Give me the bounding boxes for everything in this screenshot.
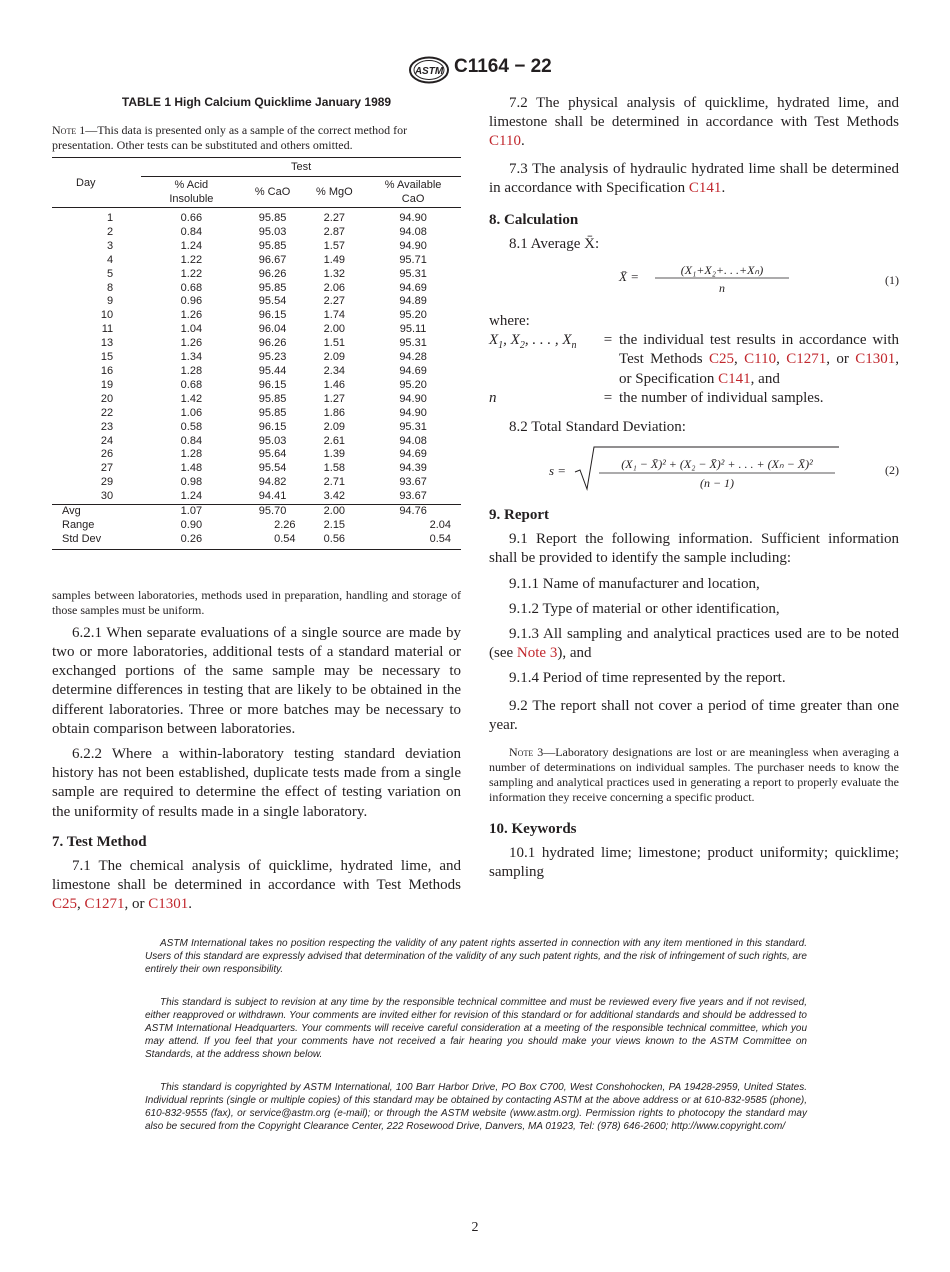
table-cell: 95.03: [258, 225, 287, 238]
table-cell: 94.39: [399, 462, 427, 475]
table-cell: 95.54: [258, 462, 287, 475]
link-c141-where[interactable]: C141: [718, 370, 751, 387]
table-cell: 94.82: [258, 476, 287, 489]
table-row: [52, 268, 461, 282]
table-cell: 1.06: [180, 406, 203, 419]
table-cell: 0.58: [180, 420, 203, 433]
table-cell: 2.34: [323, 364, 346, 377]
cell-day: 15: [100, 351, 114, 364]
para-9-1: 9.1 Report the following information. Sufficient information shall be provided to identify the sample including:: [489, 531, 899, 567]
table-cell: 95.85: [258, 406, 287, 419]
table-cell: 2.71: [323, 476, 346, 489]
table-cell: 94.90: [399, 392, 427, 405]
table-title: TABLE 1 High Calcium Quicklime January 1989: [121, 95, 392, 109]
table-cell: 2.26: [274, 518, 296, 531]
table-cell: 1.42: [180, 392, 203, 405]
table-row: [52, 254, 461, 268]
table-cell: 94.69: [399, 364, 427, 377]
table-cell: 0.98: [180, 476, 203, 489]
where-x-equals: =: [603, 332, 613, 349]
where-n-term: n: [489, 389, 497, 406]
table-cell: 96.26: [258, 267, 287, 280]
table-row: [52, 323, 461, 337]
table-cell: 95.85: [258, 212, 287, 224]
para-9-2: 9.2 The report shall not cover a period of time greater than one year.: [489, 697, 899, 733]
note-3-label: Note: [509, 745, 534, 760]
table-cell: 1.32: [323, 267, 346, 280]
table-stat-row: [52, 519, 461, 533]
table-cell: 95.31: [399, 337, 427, 350]
table-cell: 95.70: [242, 505, 304, 519]
table-cell: 0.84: [180, 434, 203, 447]
page-header: [0, 56, 950, 86]
table-row: [52, 365, 461, 379]
para-10-1: 10.1 hydrated lime; limestone; product uniformity; quicklime; sampling: [489, 845, 899, 881]
cell-day: 16: [100, 364, 114, 377]
table-cell: 1.49: [323, 253, 346, 266]
link-c1301[interactable]: C1301: [148, 896, 189, 913]
cell-day: 2: [107, 225, 114, 238]
link-c110-where[interactable]: C110: [744, 351, 777, 368]
document-number: C1164 − 22: [454, 56, 552, 77]
cell-day: 11: [101, 323, 114, 336]
cell-day: 30: [100, 490, 114, 503]
table-row: [52, 309, 461, 323]
table-cell: 94.08: [399, 225, 427, 238]
where-row-x: [489, 331, 899, 389]
svg-text:(X₁+X₂+. . .+Xₙ): (X₁+X₂+. . .+Xₙ): [680, 263, 764, 278]
cell-stat-label: Avg: [52, 505, 141, 519]
table-row: [52, 393, 461, 407]
cell-day: 4: [107, 253, 114, 266]
table-cell: 1.57: [323, 239, 346, 252]
section-10-heading: 10. Keywords: [489, 821, 577, 838]
left-column: [52, 95, 461, 920]
table-cell: 0.96: [180, 295, 203, 308]
cell-day: 24: [100, 434, 114, 447]
table-cell: 96.67: [258, 253, 287, 266]
para-9-1-3: 9.1.3 All sampling and analytical practices used are to be noted (see Note 3), and: [489, 626, 899, 662]
where-n-definition: the number of individual samples.: [619, 389, 824, 406]
notice-patent: ASTM International takes no position respecting the validity of any patent rights asserted in connection with any item mentioned in this standard. Users of this standard are expressly advised that determination of the validity of any such patent rights, and the risk of infringement of such rights, are entirely their own responsibility.: [145, 938, 807, 976]
para-7-1: 7.1 The chemical analysis of quicklime, hydrated lime, and limestone shall be determined in accordance with Test Methods C25, C1271, or C1301.: [52, 857, 461, 913]
link-c1271-where[interactable]: C1271: [786, 351, 827, 368]
table-cell: 3.42: [323, 490, 346, 503]
equation-1-formula: [617, 260, 817, 300]
table-note-1: [52, 123, 461, 153]
table-cell: 95.11: [399, 323, 427, 336]
table-cell: 94.08: [399, 434, 427, 447]
cell-day: 22: [100, 406, 114, 419]
link-note-3[interactable]: Note 3: [516, 645, 558, 662]
table-body: [52, 208, 461, 550]
table-row: [52, 282, 461, 296]
where-x-definition: the individual test results in accordance with Test Methods C25, C110, C1271, or C1301, or Specification C141, and: [619, 332, 900, 387]
para-8-2: 8.2 Total Standard Deviation:: [509, 419, 686, 436]
link-c1271[interactable]: C1271: [84, 896, 125, 913]
section-7-heading: 7. Test Method: [52, 833, 147, 850]
table-cell: 0.66: [180, 212, 203, 224]
para-9-1-2: 9.1.2 Type of material or other identification,: [509, 600, 780, 617]
table-row: [52, 462, 461, 476]
svg-text:(n − 1): (n − 1): [699, 476, 735, 491]
table-header-row: [52, 158, 461, 177]
table-row: [52, 208, 461, 226]
equation-2: [489, 443, 899, 495]
table-cell: 0.54: [242, 533, 304, 549]
link-c25[interactable]: C25: [52, 896, 78, 913]
table-cell: 1.07: [141, 505, 241, 519]
table-cell: 94.28: [399, 351, 427, 364]
table-cell: 94.69: [399, 281, 427, 294]
table-cell: 2.09: [323, 351, 346, 364]
table-cell: 96.15: [258, 378, 287, 391]
table-cell: 2.15: [323, 518, 346, 531]
table-cell: 95.44: [258, 364, 287, 377]
table-cell: 0.56: [304, 533, 366, 549]
table-cell: 95.85: [258, 392, 287, 405]
table-cell: 2.04: [429, 518, 451, 531]
col-day-header: Day: [52, 158, 141, 208]
astm-logo-icon: [408, 56, 450, 84]
where-row-n: [489, 389, 899, 408]
cell-day: 26: [100, 448, 114, 461]
cell-day: 3: [107, 239, 114, 252]
table-cell: 1.27: [323, 392, 346, 405]
table-row: [52, 448, 461, 462]
note-3-text: 3—Laboratory designations are lost or are meaningless when averaging a number of determinations on individual samples. The purchaser needs to know the sampling and analytical practices used in generating a report to properly evaluate the information they receive concerning a specific product.: [489, 745, 899, 805]
link-c1301-where[interactable]: C1301: [855, 351, 896, 368]
svg-text:ASTM: ASTM: [414, 66, 444, 77]
table-row: [52, 490, 461, 504]
svg-text:(X₁ − X̄)² + (X₂ − X̄)² + . .: (X₁ − X̄)² + (X₂ − X̄)² + . . . + (Xₙ − X̄)²: [621, 457, 813, 472]
table-cell: 1.24: [180, 239, 203, 252]
legal-notices: [145, 937, 807, 1152]
table-row: [52, 379, 461, 393]
cell-day: 10: [100, 309, 114, 322]
table-cell: 1.04: [180, 323, 203, 336]
page-number: 2: [471, 1220, 479, 1235]
table-cell: 95.71: [399, 253, 427, 266]
table-cell: 95.03: [258, 434, 287, 447]
table-cell: 94.90: [399, 239, 427, 252]
cell-day: 29: [100, 476, 114, 489]
table-cell: 1.28: [180, 364, 203, 377]
table-cell: 1.26: [180, 309, 203, 322]
table-cell: 94.69: [399, 448, 427, 461]
table-cell: 95.85: [258, 239, 287, 252]
cell-stat-label: Range: [62, 518, 95, 531]
link-c141[interactable]: C141: [688, 179, 722, 196]
table-cell: 93.67: [399, 476, 427, 489]
section-9-heading: 9. Report: [489, 507, 549, 524]
col-cao-header: % CaO: [242, 177, 304, 208]
table-cell: 1.34: [180, 351, 203, 364]
table-cell: 1.46: [323, 378, 346, 391]
col-mgo-header: % MgO: [304, 177, 366, 208]
para-6-2-2: 6.2.2 Where a within-laboratory testing standard deviation history has not been established, duplicate tests made from a single sample are required to determine the effect of testing variation on the uniformity of results made in a single laboratory.: [52, 745, 461, 820]
notice-revision: This standard is subject to revision at any time by the responsible technical committee and must be reviewed every five years and if not revised, either reapproved or withdrawn. Your comments are invited either for revision of this standard or for additional standards and should be addressed to ASTM International Headquarters. Your comments will receive careful consideration at a meeting of the responsible technical committee, which you may attend. If you feel that your comments have not received a fair hearing you should make your views known to the ASTM Committee on Standards, at the address shown below.: [145, 996, 807, 1061]
table-row: [52, 407, 461, 421]
note-1-label: Note: [52, 123, 77, 137]
cell-day: 9: [107, 295, 114, 308]
table-cell: 95.64: [258, 448, 287, 461]
para-9-1-1: 9.1.1 Name of manufacturer and location,: [509, 575, 760, 592]
cell-day: 13: [100, 337, 114, 350]
para-9-1-4: 9.1.4 Period of time represented by the report.: [509, 670, 786, 687]
svg-text:s =: s =: [549, 463, 567, 479]
cell-day: 23: [100, 420, 114, 433]
table-cell: 2.27: [323, 212, 346, 224]
table-cell: 94.90: [399, 212, 427, 224]
section-8-heading: 8. Calculation: [489, 212, 579, 229]
table-row: [52, 351, 461, 365]
table-row: [52, 421, 461, 435]
table-cell: 1.48: [180, 462, 203, 475]
data-table: [52, 157, 461, 550]
equation-2-number: (2): [885, 463, 899, 478]
cell-day: 19: [100, 378, 114, 391]
para-8-1: 8.1 Average X̄:: [509, 236, 600, 253]
table-row: [52, 337, 461, 351]
table-cell: 94.76: [365, 505, 461, 519]
table-cell: 95.20: [399, 378, 427, 391]
table-cell: 2.61: [323, 434, 346, 447]
table-cell: 1.26: [180, 337, 203, 350]
table-cell: 0.84: [180, 225, 203, 238]
col-acid-header: % Acid Insoluble: [141, 177, 241, 208]
continued-text: samples between laboratories, methods used in preparation, handling and storage of those samples must be uniform.: [52, 587, 461, 617]
table-row: [52, 476, 461, 490]
para-7-2: 7.2 The physical analysis of quicklime, hydrated lime, and limestone shall be determined in accordance with Test Methods C110.: [489, 95, 899, 150]
table-row: [52, 435, 461, 449]
cell-day: 8: [107, 281, 114, 294]
table-cell: 95.31: [399, 267, 427, 280]
where-definitions: [489, 331, 899, 408]
table-cell: 1.24: [180, 490, 203, 503]
table-row: [52, 226, 461, 240]
table-cell: 95.31: [399, 420, 427, 433]
table-cell: 95.85: [258, 281, 287, 294]
cell-day: 20: [100, 392, 114, 405]
table-cell: 1.74: [323, 309, 346, 322]
notice-copyright: This standard is copyrighted by ASTM International, 100 Barr Harbor Drive, PO Box C700, West Conshohocken, PA 19428-2959, United States. Individual reprints (single or multiple copies) of this standard may be obtained by contacting ASTM at the above address or at 610-832-9585 (phone), 610-832-9555 (fax), or service@astm.org (e-mail); or through the ASTM website (www.astm.org). Permission rights to photocopy the standard may also be secured from the Copyright Clearance Center, 222 Rosewood Drive, Danvers, MA 01923, Tel: (978) 646-2600; http://www.copyright.com/: [145, 1081, 807, 1133]
table-cell: 96.15: [258, 309, 287, 322]
table-cell: 0.68: [180, 378, 203, 391]
table-cell: 1.28: [180, 448, 203, 461]
table-cell: 96.04: [258, 323, 287, 336]
where-n-equals: =: [603, 389, 613, 406]
link-c110[interactable]: C110: [489, 133, 521, 150]
table-cell: 95.23: [258, 351, 287, 364]
table-cell: 94.90: [399, 406, 427, 419]
table-stat-row: [52, 505, 461, 519]
table-cell: 95.54: [258, 295, 287, 308]
link-c25-where[interactable]: C25: [709, 351, 735, 368]
note-3: [489, 745, 899, 805]
svg-text:X̄ =: X̄ =: [619, 269, 639, 285]
table-cell: 1.39: [323, 448, 346, 461]
table-row: [52, 295, 461, 309]
table-cell: 2.00: [304, 505, 366, 519]
table-cell: 96.15: [258, 420, 287, 433]
svg-text:n: n: [719, 281, 725, 296]
equation-2-formula: [547, 443, 847, 493]
where-x-term: $X_1$, $X_2$, . . . , $X_n$: [489, 332, 577, 352]
table-stat-row: [52, 533, 461, 549]
table-cell: 2.06: [323, 281, 346, 294]
table-cell: 94.89: [399, 295, 427, 308]
table-cell: 1.22: [180, 253, 203, 266]
para-7-3: 7.3 The analysis of hydraulic hydrated lime shall be determined in accordance with Specification C141.: [489, 160, 899, 196]
note-1-text: 1—This data is presented only as a sample of the correct method for presentation. Other tests can be substituted and others omitted.: [52, 123, 408, 152]
cell-day: 1: [107, 212, 114, 224]
table-cell: 2.27: [323, 295, 346, 308]
table-cell: 1.58: [323, 462, 346, 475]
cell-day: 5: [107, 267, 114, 280]
table-cell: 2.87: [323, 225, 346, 238]
table-cell: 1.22: [180, 267, 203, 280]
table-row: [52, 240, 461, 254]
table-cell: 1.51: [323, 337, 346, 350]
table-cell: 2.09: [323, 420, 346, 433]
where-label: where:: [489, 313, 530, 330]
table-cell: 0.90: [180, 518, 203, 531]
table-cell: 1.86: [323, 406, 346, 419]
table-cell: 96.26: [258, 337, 287, 350]
table-cell: 94.41: [258, 490, 287, 503]
table-cell: 93.67: [399, 490, 427, 503]
equation-1: [489, 260, 899, 304]
equation-1-number: (1): [885, 273, 899, 288]
cell-day: 27: [100, 462, 114, 475]
table-cell: 2.00: [323, 323, 346, 336]
table-cell: 95.20: [399, 309, 427, 322]
col-group-test: Test: [141, 158, 461, 177]
table-cell: 0.54: [365, 533, 461, 549]
col-avail-header: % Available CaO: [365, 177, 461, 208]
table-cell: 0.26: [141, 533, 241, 549]
cell-stat-label: Std Dev: [52, 533, 141, 549]
para-6-2-1: 6.2.1 When separate evaluations of a single source are made by two or more laboratories, additional tests of a standard material or exchanged portions of the same sample may be necessary to determine differences in testing that are likely to be obtained in the different laboratories. Three or more batches may be necessary to obtain comparison between laboratories.: [52, 624, 461, 737]
table-cell: 0.68: [180, 281, 203, 294]
right-column: [489, 94, 899, 888]
